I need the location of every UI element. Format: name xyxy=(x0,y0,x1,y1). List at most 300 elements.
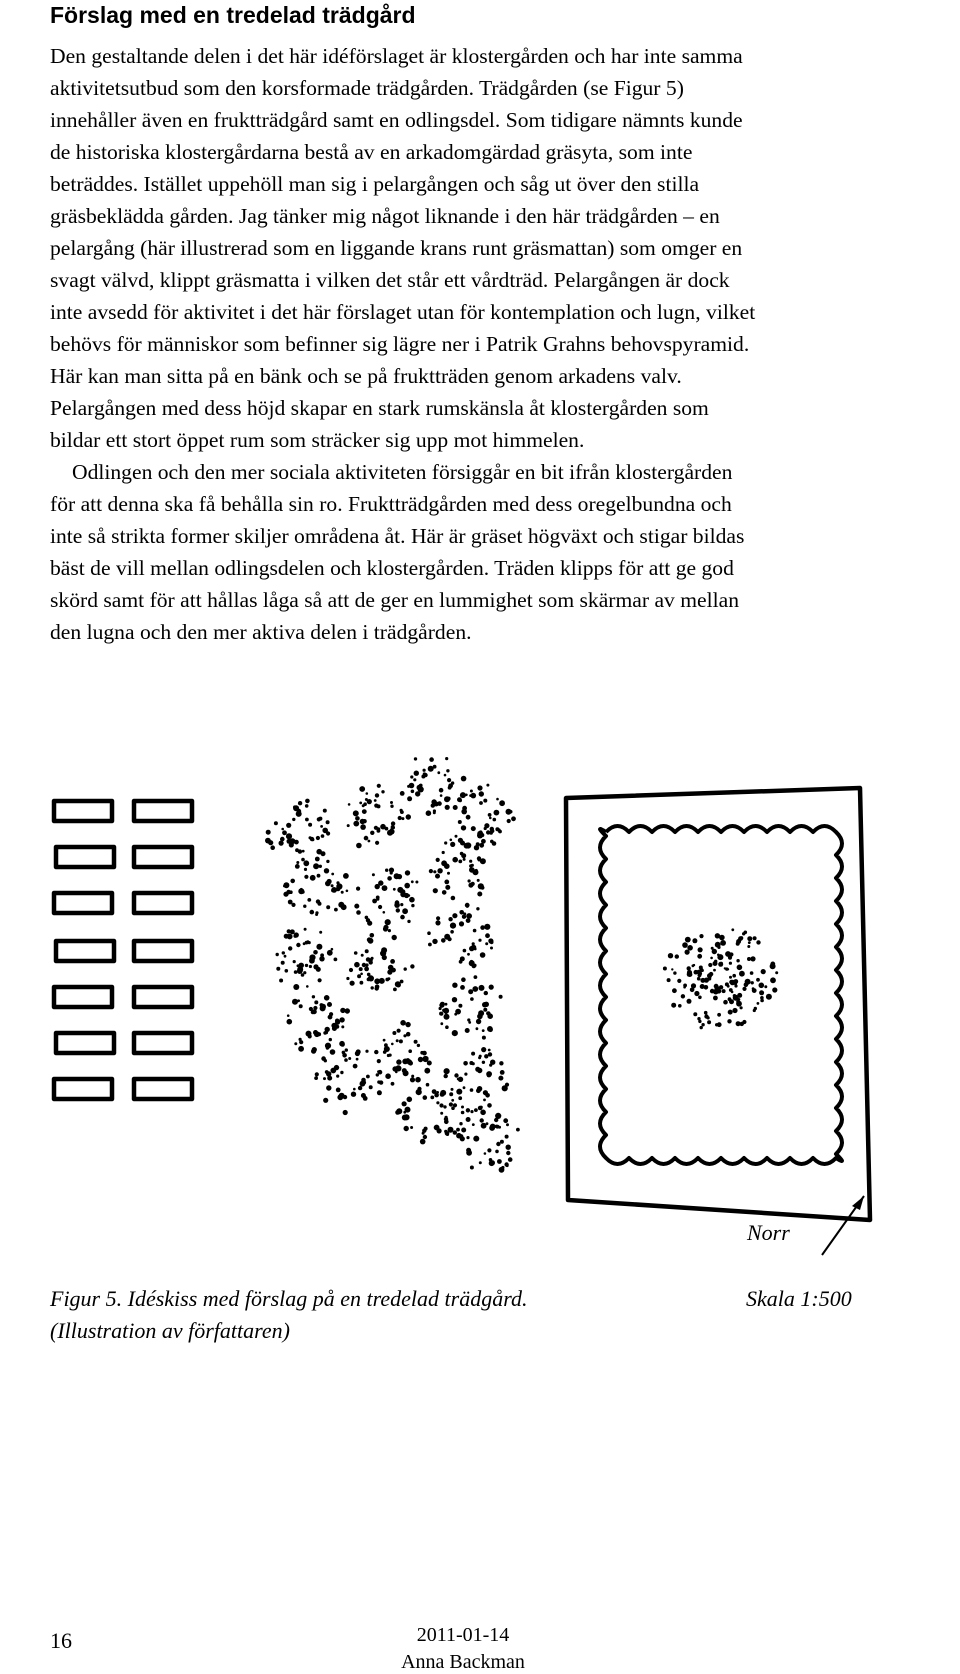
canopy-speck xyxy=(760,999,764,1003)
canopy-speck xyxy=(729,952,733,956)
canopy-speck xyxy=(488,1052,492,1056)
canopy-speck xyxy=(480,1110,486,1116)
cultivation-bed xyxy=(56,941,114,961)
canopy-speck xyxy=(764,985,767,988)
canopy-speck xyxy=(296,861,299,864)
arcade-outer-wall xyxy=(566,788,870,1220)
canopy-speck xyxy=(450,930,454,934)
canopy-speck xyxy=(317,874,321,878)
canopy-speck xyxy=(396,1108,402,1114)
canopy-speck xyxy=(303,905,306,908)
canopy-speck xyxy=(414,771,419,776)
canopy-speck xyxy=(697,1017,700,1020)
canopy-speck xyxy=(375,884,380,889)
canopy-speck xyxy=(366,918,370,922)
canopy-speck xyxy=(682,942,688,948)
canopy-speck xyxy=(360,973,363,976)
canopy-speck xyxy=(423,1135,427,1139)
text-line: Här kan man sitta på en bänk och se på fruktträden genom arkadens valv. xyxy=(50,364,682,388)
canopy-speck xyxy=(759,990,764,995)
canopy-speck xyxy=(283,885,286,888)
canopy-speck xyxy=(499,995,503,999)
canopy-speck xyxy=(313,950,318,955)
canopy-speck xyxy=(449,1092,453,1096)
canopy-speck xyxy=(489,985,494,990)
canopy-speck xyxy=(495,1150,499,1154)
fruit-tree xyxy=(265,799,330,862)
canopy-speck xyxy=(360,824,366,830)
canopy-speck xyxy=(323,809,327,813)
canopy-speck xyxy=(324,868,329,873)
canopy-speck xyxy=(486,830,490,834)
footer-date: 2011-01-14 xyxy=(416,1624,510,1646)
canopy-speck xyxy=(284,955,287,958)
canopy-speck xyxy=(733,995,739,1001)
canopy-speck xyxy=(403,1111,406,1114)
canopy-speck xyxy=(366,1075,370,1079)
canopy-speck xyxy=(443,1105,446,1108)
canopy-speck xyxy=(346,890,349,893)
canopy-speck xyxy=(305,941,309,945)
canopy-speck xyxy=(470,790,473,793)
text-line: inte avsedd för aktivitet i det här förslaget utan för kontemplation och lugn, vilket xyxy=(50,300,756,324)
canopy-speck xyxy=(309,958,315,964)
canopy-speck xyxy=(756,978,760,982)
canopy-speck xyxy=(486,784,489,787)
canopy-speck xyxy=(327,879,332,884)
canopy-speck xyxy=(490,947,493,950)
canopy-speck xyxy=(356,1049,361,1054)
canopy-speck xyxy=(488,813,492,817)
canopy-speck xyxy=(266,830,271,835)
canopy-speck xyxy=(503,1118,508,1123)
canopy-speck xyxy=(411,790,415,794)
canopy-speck xyxy=(325,1027,330,1032)
canopy-speck xyxy=(316,849,322,855)
canopy-speck xyxy=(699,966,703,970)
canopy-speck xyxy=(673,971,676,974)
canopy-speck xyxy=(497,1159,502,1164)
canopy-speck xyxy=(311,1049,316,1054)
canopy-speck xyxy=(402,1068,407,1073)
canopy-speck xyxy=(701,1023,704,1026)
canopy-speck xyxy=(472,1123,475,1126)
canopy-speck xyxy=(325,1070,329,1074)
canopy-speck xyxy=(458,1096,462,1100)
canopy-speck xyxy=(400,915,405,920)
canopy-speck xyxy=(460,852,464,856)
canopy-speck xyxy=(506,1151,510,1155)
canopy-speck xyxy=(310,910,315,915)
canopy-speck xyxy=(494,810,500,816)
canopy-speck xyxy=(692,964,695,967)
canopy-speck xyxy=(453,805,458,810)
canopy-speck xyxy=(496,798,499,801)
canopy-speck xyxy=(708,977,712,981)
canopy-speck xyxy=(479,985,485,991)
canopy-speck xyxy=(406,814,411,819)
canopy-speck xyxy=(404,883,410,889)
canopy-speck xyxy=(452,997,457,1002)
canopy-speck xyxy=(293,840,296,843)
canopy-speck xyxy=(351,1092,356,1097)
canopy-speck xyxy=(362,809,367,814)
canopy-speck xyxy=(466,1150,472,1156)
canopy-speck xyxy=(473,929,477,933)
text-line: för att denna ska få behålla sin ro. Fruktträdgården med dess oregelbundna och xyxy=(50,492,732,516)
canopy-speck xyxy=(663,967,667,971)
fruit-tree xyxy=(395,1083,464,1145)
canopy-speck xyxy=(671,1003,676,1008)
canopy-speck xyxy=(419,784,423,788)
canopy-speck xyxy=(468,879,471,882)
canopy-speck xyxy=(446,769,449,772)
fruit-tree xyxy=(354,868,418,933)
canopy-speck xyxy=(297,964,300,967)
figure-scale: Skala 1:500 xyxy=(746,1286,852,1311)
canopy-speck xyxy=(683,984,687,988)
canopy-speck xyxy=(678,1004,682,1008)
canopy-speck xyxy=(742,987,746,991)
canopy-speck xyxy=(348,1057,351,1060)
canopy-speck xyxy=(711,947,714,950)
canopy-speck xyxy=(477,879,480,882)
canopy-speck xyxy=(292,818,295,821)
canopy-speck xyxy=(407,1097,413,1103)
canopy-speck xyxy=(305,818,309,822)
canopy-speck xyxy=(290,879,295,884)
canopy-speck xyxy=(458,1004,462,1008)
fruit-tree xyxy=(427,903,493,969)
canopy-speck xyxy=(300,888,303,891)
canopy-speck xyxy=(407,920,410,923)
canopy-speck xyxy=(377,829,381,833)
canopy-speck xyxy=(392,1031,396,1035)
canopy-speck xyxy=(750,971,754,975)
canopy-speck xyxy=(282,951,285,954)
canopy-speck xyxy=(698,973,702,977)
canopy-speck xyxy=(715,990,718,993)
canopy-speck xyxy=(708,963,712,967)
canopy-speck xyxy=(341,891,344,894)
canopy-speck xyxy=(383,926,388,931)
canopy-speck xyxy=(324,829,327,832)
canopy-speck xyxy=(668,953,673,958)
canopy-speck xyxy=(449,1102,453,1106)
canopy-speck xyxy=(396,983,401,988)
canopy-speck xyxy=(326,905,330,909)
canopy-speck xyxy=(766,994,772,1000)
canopy-speck xyxy=(323,1098,328,1103)
canopy-speck xyxy=(719,935,725,941)
canopy-speck xyxy=(353,1064,358,1069)
cultivation-bed xyxy=(56,847,114,867)
text-line: Pelargången med dess höjd skapar en stark rumskänsla åt klostergården som xyxy=(50,396,709,420)
canopy-speck xyxy=(316,836,320,840)
canopy-speck xyxy=(440,1022,443,1025)
fruit-tree xyxy=(287,995,350,1054)
canopy-speck xyxy=(426,810,432,816)
canopy-speck xyxy=(377,804,381,808)
canopy-speck xyxy=(315,1072,319,1076)
canopy-speck xyxy=(436,916,440,920)
text-line: skörd samt för att hållas låga så att de ger en lummighet som skärmar av mellan xyxy=(50,588,739,612)
canopy-speck xyxy=(376,1073,379,1076)
canopy-speck xyxy=(408,1061,412,1065)
canopy-speck xyxy=(500,1070,505,1075)
canopy-speck xyxy=(393,988,397,992)
canopy-speck xyxy=(459,960,463,964)
canopy-speck xyxy=(450,839,453,842)
canopy-speck xyxy=(286,890,291,895)
canopy-speck xyxy=(720,940,726,946)
page-number: 16 xyxy=(50,1628,72,1653)
canopy-speck xyxy=(398,816,402,820)
canopy-speck xyxy=(485,942,488,945)
canopy-speck xyxy=(368,840,371,843)
canopy-speck xyxy=(466,918,471,923)
canopy-speck xyxy=(307,898,311,902)
canopy-speck xyxy=(394,902,400,908)
canopy-speck xyxy=(399,1039,403,1043)
fruit-tree xyxy=(314,1048,383,1115)
canopy-speck xyxy=(482,1036,486,1040)
canopy-speck xyxy=(507,819,511,823)
canopy-speck xyxy=(379,978,385,984)
canopy-speck xyxy=(377,1059,381,1063)
canopy-speck xyxy=(330,1049,336,1055)
cultivation-bed xyxy=(134,1079,192,1099)
canopy-speck xyxy=(500,1140,504,1144)
canopy-speck xyxy=(734,984,737,987)
canopy-speck xyxy=(460,792,466,798)
canopy-speck xyxy=(736,1001,742,1007)
canopy-speck xyxy=(413,778,416,781)
canopy-speck xyxy=(356,910,361,915)
canopy-speck xyxy=(478,939,481,942)
canopy-speck xyxy=(437,868,442,873)
canopy-speck xyxy=(326,860,329,863)
fruit-tree xyxy=(276,928,338,990)
canopy-speck xyxy=(761,969,766,974)
text-line: aktivitetsutbud som den korsformade trädgården. Trädgården (se Figur 5) xyxy=(50,76,684,100)
canopy-speck xyxy=(737,965,743,971)
canopy-speck xyxy=(400,791,405,796)
canopy-speck xyxy=(484,827,487,830)
canopy-speck xyxy=(318,817,322,821)
canopy-speck xyxy=(385,978,389,982)
cloister-garth xyxy=(566,788,870,1220)
canopy-speck xyxy=(486,1011,490,1015)
canopy-speck xyxy=(341,1025,344,1028)
canopy-speck xyxy=(700,978,705,983)
text-line: Den gestaltande delen i det här idéförslaget är klostergården och har inte samma xyxy=(50,44,743,68)
canopy-speck xyxy=(747,945,750,948)
canopy-speck xyxy=(704,1011,708,1015)
canopy-speck xyxy=(439,1103,443,1107)
canopy-speck xyxy=(377,784,381,788)
canopy-speck xyxy=(693,1012,697,1016)
canopy-speck xyxy=(335,1025,339,1029)
canopy-speck xyxy=(293,984,299,990)
canopy-speck xyxy=(433,811,436,814)
canopy-speck xyxy=(363,1096,368,1101)
canopy-speck xyxy=(408,894,411,897)
canopy-speck xyxy=(279,979,283,983)
canopy-speck xyxy=(365,1050,368,1053)
canopy-speck xyxy=(772,987,777,992)
canopy-speck xyxy=(400,980,404,984)
canopy-speck xyxy=(736,959,739,962)
canopy-speck xyxy=(288,900,293,905)
cultivation-bed xyxy=(134,801,192,821)
canopy-speck xyxy=(367,937,372,942)
canopy-speck xyxy=(326,1046,329,1049)
canopy-speck xyxy=(391,1043,394,1046)
canopy-speck xyxy=(465,1028,470,1033)
canopy-speck xyxy=(440,794,443,797)
canopy-speck xyxy=(444,1120,449,1125)
canopy-speck xyxy=(383,1039,386,1042)
cultivation-bed xyxy=(54,893,112,913)
canopy-speck xyxy=(293,960,296,963)
fruit-tree xyxy=(365,1020,431,1086)
canopy-speck xyxy=(748,941,751,944)
canopy-speck xyxy=(391,821,395,825)
canopy-speck xyxy=(685,950,690,955)
canopy-speck xyxy=(355,963,358,966)
canopy-speck xyxy=(459,921,464,926)
paragraph-1 xyxy=(50,40,890,456)
canopy-speck xyxy=(495,1125,499,1129)
canopy-speck xyxy=(694,970,699,975)
canopy-speck xyxy=(697,954,702,959)
canopy-speck xyxy=(402,1115,408,1121)
canopy-speck xyxy=(444,880,449,885)
canopy-speck xyxy=(752,957,755,960)
canopy-speck xyxy=(385,1073,391,1079)
canopy-speck xyxy=(372,873,375,876)
canopy-speck xyxy=(433,870,436,873)
canopy-speck xyxy=(467,953,470,956)
canopy-speck xyxy=(392,935,397,940)
canopy-speck xyxy=(687,999,692,1004)
canopy-speck xyxy=(457,1078,460,1081)
canopy-speck xyxy=(374,826,378,830)
canopy-speck xyxy=(374,799,377,802)
canopy-speck xyxy=(747,936,752,941)
figure-caption xyxy=(50,1283,670,1347)
canopy-speck xyxy=(498,830,502,834)
canopy-speck xyxy=(489,817,492,820)
canopy-speck xyxy=(370,831,374,835)
canopy-speck xyxy=(490,940,494,944)
canopy-speck xyxy=(700,1026,703,1029)
canopy-speck xyxy=(442,890,447,895)
canopy-speck xyxy=(715,942,721,948)
canopy-speck xyxy=(452,913,457,918)
canopy-speck xyxy=(713,996,718,1001)
canopy-speck xyxy=(441,938,446,943)
canopy-speck xyxy=(432,1089,437,1094)
canopy-speck xyxy=(367,799,372,804)
canopy-speck xyxy=(752,988,757,993)
canopy-speck xyxy=(437,771,440,774)
canopy-speck xyxy=(729,976,732,979)
canopy-speck xyxy=(732,1008,737,1013)
canopy-speck xyxy=(428,943,432,947)
canopy-speck xyxy=(717,1013,721,1017)
canopy-speck xyxy=(410,1077,415,1082)
canopy-speck xyxy=(293,934,297,938)
canopy-speck xyxy=(707,1020,711,1024)
canopy-speck xyxy=(281,961,285,965)
canopy-speck xyxy=(753,936,757,940)
canopy-speck xyxy=(356,1058,359,1061)
canopy-speck xyxy=(285,969,289,973)
canopy-speck xyxy=(424,1127,428,1131)
canopy-speck xyxy=(401,817,404,820)
body-text xyxy=(50,40,890,648)
canopy-speck xyxy=(403,1034,406,1037)
canopy-speck xyxy=(469,794,472,797)
canopy-speck xyxy=(432,939,437,944)
canopy-speck xyxy=(445,1011,448,1014)
canopy-speck xyxy=(268,840,273,845)
canopy-speck xyxy=(731,991,734,994)
fruit-tree xyxy=(456,1106,520,1173)
canopy-speck xyxy=(298,801,302,805)
canopy-speck xyxy=(675,954,679,958)
canopy-speck xyxy=(379,1080,383,1084)
canopy-speck xyxy=(423,1095,428,1100)
canopy-speck xyxy=(320,825,323,828)
canopy-speck xyxy=(404,967,407,970)
canopy-speck xyxy=(369,960,373,964)
canopy-speck xyxy=(371,986,374,989)
canopy-speck xyxy=(452,857,458,863)
canopy-speck xyxy=(387,1054,390,1057)
canopy-speck xyxy=(354,904,359,909)
fruit-orchard xyxy=(265,757,520,1173)
canopy-speck xyxy=(453,1103,457,1107)
canopy-speck xyxy=(422,1051,427,1056)
canopy-speck xyxy=(274,821,278,825)
canopy-speck xyxy=(463,1061,468,1066)
canopy-speck xyxy=(305,799,310,804)
canopy-speck xyxy=(357,974,361,978)
canopy-speck xyxy=(326,1085,331,1090)
canopy-speck xyxy=(407,796,412,801)
canopy-speck xyxy=(318,978,322,982)
canopy-speck xyxy=(324,995,330,1001)
canopy-speck xyxy=(736,1021,741,1026)
canopy-speck xyxy=(370,933,375,938)
text-line: de historiska klostergårdarna bestå av en arkadomgärdad gräsyta, som inte xyxy=(50,140,693,164)
canopy-speck xyxy=(487,1148,491,1152)
canopy-speck xyxy=(384,1046,390,1052)
canopy-speck xyxy=(390,828,393,831)
canopy-speck xyxy=(697,977,701,981)
canopy-speck xyxy=(450,923,456,929)
canopy-speck xyxy=(316,967,321,972)
canopy-speck xyxy=(445,805,450,810)
canopy-speck xyxy=(327,1002,332,1007)
canopy-speck xyxy=(335,1019,339,1023)
canopy-speck xyxy=(440,1112,443,1115)
canopy-speck xyxy=(287,1014,290,1017)
canopy-speck xyxy=(681,994,685,998)
